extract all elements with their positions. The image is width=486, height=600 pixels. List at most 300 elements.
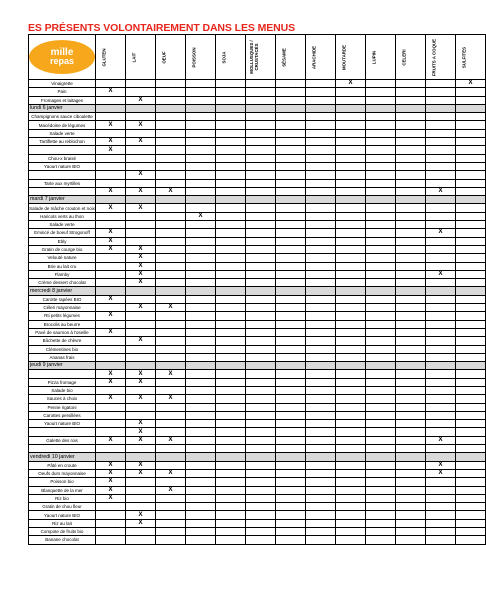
allergen-cell xyxy=(426,237,456,245)
allergen-cell xyxy=(156,494,186,502)
allergen-mark: X xyxy=(186,212,216,220)
allergen-cell xyxy=(186,146,216,154)
day-cell xyxy=(126,362,156,370)
allergen-cell xyxy=(126,312,156,320)
allergen-cell xyxy=(366,395,396,403)
allergen-cell xyxy=(396,229,426,237)
allergen-cell xyxy=(396,503,426,511)
allergen-cell xyxy=(426,113,456,121)
dish-name: Gratin de chou fleur xyxy=(29,503,96,511)
allergen-cell xyxy=(336,494,366,502)
dish-row xyxy=(29,378,486,386)
allergen-cell xyxy=(456,121,486,129)
allergen-cell xyxy=(246,204,276,212)
allergen-mark: X xyxy=(126,428,156,436)
allergen-cell xyxy=(336,221,366,229)
allergen-cell xyxy=(366,370,396,378)
allergen-cell xyxy=(246,179,276,187)
allergen-cell xyxy=(306,478,336,486)
allergen-cell xyxy=(306,312,336,320)
allergen-cell xyxy=(96,519,126,527)
allergen-cell xyxy=(396,295,426,303)
allergen-cell xyxy=(426,245,456,253)
allergen-cell xyxy=(426,420,456,428)
dish-row xyxy=(29,262,486,270)
allergen-cell xyxy=(216,138,246,146)
day-cell xyxy=(366,196,396,204)
day-header-row xyxy=(29,287,486,295)
allergen-cell xyxy=(216,328,246,336)
day-cell xyxy=(96,104,126,112)
allergen-cell xyxy=(216,486,246,494)
day-cell xyxy=(306,287,336,295)
allergen-cell xyxy=(186,528,216,536)
allergen-cell xyxy=(396,378,426,386)
allergen-cell xyxy=(216,378,246,386)
allergen-cell xyxy=(276,121,306,129)
allergen-cell xyxy=(336,511,366,519)
allergen-cell xyxy=(276,295,306,303)
allergen-cell xyxy=(96,113,126,121)
allergen-cell xyxy=(456,270,486,278)
allergen-cell xyxy=(246,212,276,220)
allergen-cell xyxy=(396,254,426,262)
allergen-cell xyxy=(276,113,306,121)
dish-name: Bûchette de chèvre xyxy=(29,337,96,345)
allergen-cell xyxy=(156,270,186,278)
allergen-cell xyxy=(216,121,246,129)
allergen-cell xyxy=(246,312,276,320)
allergen-header xyxy=(336,35,366,80)
day-cell xyxy=(426,287,456,295)
dish-name: Ebly xyxy=(29,237,96,245)
allergen-cell xyxy=(396,461,426,469)
allergen-mark: X xyxy=(96,395,126,403)
allergen-mark: X xyxy=(126,378,156,386)
allergen-cell xyxy=(156,478,186,486)
allergen-cell xyxy=(366,528,396,536)
allergen-cell xyxy=(306,254,336,262)
allergen-cell xyxy=(306,519,336,527)
allergen-cell xyxy=(126,154,156,162)
allergen-cell xyxy=(366,328,396,336)
dish-row xyxy=(29,96,486,104)
allergen-cell xyxy=(186,461,216,469)
allergen-cell xyxy=(96,154,126,162)
allergen-cell xyxy=(246,146,276,154)
allergen-cell xyxy=(336,212,366,220)
allergen-cell xyxy=(276,129,306,137)
allergen-cell xyxy=(96,221,126,229)
allergen-cell xyxy=(306,511,336,519)
allergen-cell xyxy=(126,494,156,502)
allergen-cell xyxy=(426,171,456,179)
day-cell xyxy=(216,104,246,112)
allergen-cell xyxy=(426,386,456,394)
allergen-cell xyxy=(156,403,186,411)
allergen-cell xyxy=(426,403,456,411)
allergen-cell xyxy=(306,237,336,245)
allergen-cell xyxy=(336,461,366,469)
allergen-cell xyxy=(456,519,486,527)
allergen-cell xyxy=(396,162,426,170)
allergen-cell xyxy=(186,320,216,328)
allergen-cell xyxy=(276,469,306,477)
allergen-cell xyxy=(336,254,366,262)
allergen-cell xyxy=(396,320,426,328)
allergen-cell xyxy=(216,312,246,320)
allergen-cell xyxy=(366,403,396,411)
allergen-header xyxy=(456,35,486,80)
allergen-cell xyxy=(306,503,336,511)
allergen-cell xyxy=(426,536,456,544)
allergen-cell xyxy=(396,528,426,536)
allergen-cell xyxy=(396,345,426,353)
allergen-cell xyxy=(186,536,216,544)
dish-row xyxy=(29,403,486,411)
allergen-cell xyxy=(156,511,186,519)
day-cell xyxy=(336,104,366,112)
allergen-cell xyxy=(306,279,336,287)
allergen-cell xyxy=(156,138,186,146)
allergen-cell xyxy=(396,478,426,486)
allergen-cell xyxy=(246,445,276,453)
allergen-cell xyxy=(276,378,306,386)
allergen-cell xyxy=(456,221,486,229)
allergen-cell xyxy=(456,536,486,544)
dish-name: Carottes persillées xyxy=(29,411,96,419)
allergen-cell xyxy=(396,328,426,336)
allergen-cell xyxy=(276,328,306,336)
allergen-cell xyxy=(186,138,216,146)
allergen-cell xyxy=(216,320,246,328)
allergen-cell xyxy=(336,503,366,511)
dish-row xyxy=(29,229,486,237)
allergen-cell xyxy=(186,187,216,195)
dish-row xyxy=(29,237,486,245)
allergen-cell xyxy=(276,154,306,162)
allergen-cell xyxy=(186,237,216,245)
allergen-cell xyxy=(156,445,186,453)
dish-row xyxy=(29,436,486,444)
logo-line-2: repas xyxy=(49,56,75,66)
allergen-header xyxy=(156,35,186,80)
allergen-cell xyxy=(126,345,156,353)
allergen-cell xyxy=(366,337,396,345)
allergen-cell xyxy=(246,121,276,129)
allergen-cell xyxy=(216,420,246,428)
day-cell xyxy=(336,287,366,295)
day-cell xyxy=(276,104,306,112)
day-cell xyxy=(156,104,186,112)
allergen-cell xyxy=(456,469,486,477)
dish-name: Flamby xyxy=(29,270,96,278)
allergen-cell xyxy=(306,270,336,278)
allergen-cell xyxy=(396,154,426,162)
allergen-cell xyxy=(306,461,336,469)
allergen-cell xyxy=(456,503,486,511)
allergen-cell xyxy=(456,179,486,187)
allergen-mark: X xyxy=(126,204,156,212)
allergen-cell xyxy=(366,461,396,469)
allergen-cell xyxy=(186,221,216,229)
day-cell xyxy=(246,104,276,112)
allergen-cell xyxy=(396,445,426,453)
allergen-cell xyxy=(456,279,486,287)
dish-name: Compote de fruits bio xyxy=(29,528,96,536)
allergen-cell xyxy=(396,237,426,245)
allergen-cell xyxy=(396,187,426,195)
allergen-cell xyxy=(126,162,156,170)
allergen-cell xyxy=(366,121,396,129)
allergen-cell xyxy=(456,337,486,345)
allergen-cell xyxy=(186,469,216,477)
day-cell xyxy=(366,362,396,370)
dish-row xyxy=(29,129,486,137)
allergen-cell xyxy=(96,320,126,328)
day-cell xyxy=(456,453,486,461)
allergen-cell xyxy=(276,436,306,444)
allergen-cell xyxy=(366,279,396,287)
allergen-cell xyxy=(156,80,186,88)
allergen-cell xyxy=(336,88,366,96)
allergen-cell xyxy=(246,503,276,511)
dish-row xyxy=(29,320,486,328)
day-label: vendredi 10 janvier xyxy=(29,453,96,461)
allergen-cell xyxy=(216,403,246,411)
dish-name: Riz bio xyxy=(29,494,96,502)
allergen-cell xyxy=(96,279,126,287)
allergen-cell xyxy=(336,403,366,411)
allergen-mark: X xyxy=(126,420,156,428)
allergen-mark: X xyxy=(96,121,126,129)
allergen-mark: X xyxy=(96,138,126,146)
day-cell xyxy=(246,362,276,370)
allergen-cell xyxy=(426,328,456,336)
allergen-cell xyxy=(336,162,366,170)
allergen-cell xyxy=(186,403,216,411)
allergen-cell xyxy=(276,370,306,378)
day-cell xyxy=(396,196,426,204)
day-cell xyxy=(246,453,276,461)
allergen-cell xyxy=(156,528,186,536)
allergen-cell xyxy=(276,320,306,328)
allergen-cell xyxy=(186,519,216,527)
allergen-mark: X xyxy=(96,486,126,494)
dish-name: Salade bio xyxy=(29,386,96,394)
allergen-cell xyxy=(306,395,336,403)
allergen-cell xyxy=(96,262,126,270)
allergen-cell xyxy=(246,353,276,361)
allergen-cell xyxy=(186,378,216,386)
allergen-cell xyxy=(186,154,216,162)
dish-name: Rti petits légumes xyxy=(29,312,96,320)
allergen-mark: X xyxy=(126,138,156,146)
allergen-cell xyxy=(366,221,396,229)
day-cell xyxy=(126,196,156,204)
allergen-cell xyxy=(96,411,126,419)
allergen-mark: X xyxy=(426,187,456,195)
dish-name: Céleri mayonnaise xyxy=(29,304,96,312)
allergen-cell xyxy=(396,204,426,212)
allergen-cell xyxy=(336,204,366,212)
allergen-cell xyxy=(276,428,306,436)
allergen-cell xyxy=(126,237,156,245)
dish-row xyxy=(29,204,486,212)
allergen-cell xyxy=(426,528,456,536)
allergen-cell xyxy=(306,345,336,353)
allergen-cell xyxy=(336,469,366,477)
allergen-cell xyxy=(426,96,456,104)
allergen-cell xyxy=(276,212,306,220)
allergen-cell xyxy=(186,503,216,511)
allergen-cell xyxy=(456,478,486,486)
allergen-cell xyxy=(216,353,246,361)
allergen-cell xyxy=(216,445,246,453)
allergen-cell xyxy=(216,411,246,419)
allergen-cell xyxy=(186,121,216,129)
allergen-cell xyxy=(396,113,426,121)
allergen-cell xyxy=(456,262,486,270)
allergen-cell xyxy=(156,312,186,320)
allergen-cell xyxy=(306,162,336,170)
allergen-cell xyxy=(396,337,426,345)
allergen-cell xyxy=(426,503,456,511)
allergen-cell xyxy=(456,295,486,303)
allergen-cell xyxy=(216,528,246,536)
allergen-cell xyxy=(366,80,396,88)
day-cell xyxy=(396,287,426,295)
allergen-cell xyxy=(216,221,246,229)
allergen-header-label: SOJA xyxy=(221,51,227,63)
allergen-mark: X xyxy=(156,304,186,312)
allergen-header-label: ARACHIDE xyxy=(311,45,317,69)
allergen-cell xyxy=(246,528,276,536)
allergen-mark: X xyxy=(126,337,156,345)
allergen-mark: X xyxy=(96,461,126,469)
allergen-cell xyxy=(186,96,216,104)
allergen-cell xyxy=(276,494,306,502)
allergen-cell xyxy=(216,129,246,137)
allergen-cell xyxy=(216,461,246,469)
allergen-cell xyxy=(426,162,456,170)
allergen-cell xyxy=(246,411,276,419)
allergen-cell xyxy=(216,179,246,187)
dish-row xyxy=(29,486,486,494)
allergen-cell xyxy=(156,295,186,303)
allergen-mark: X xyxy=(96,478,126,486)
dish-row xyxy=(29,386,486,394)
dish-row xyxy=(29,221,486,229)
allergen-cell xyxy=(126,212,156,220)
dish-row xyxy=(29,312,486,320)
allergen-cell xyxy=(306,179,336,187)
allergen-cell xyxy=(396,428,426,436)
allergen-cell xyxy=(126,328,156,336)
allergen-mark: X xyxy=(96,187,126,195)
dish-row xyxy=(29,254,486,262)
allergen-cell xyxy=(336,328,366,336)
dish-name: Salade verte xyxy=(29,129,96,137)
allergen-mark: X xyxy=(96,229,126,237)
allergen-cell xyxy=(426,129,456,137)
allergen-cell xyxy=(156,378,186,386)
allergen-cell xyxy=(216,503,246,511)
allergen-cell xyxy=(126,503,156,511)
dish-row xyxy=(29,146,486,154)
allergen-cell xyxy=(126,386,156,394)
allergen-cell xyxy=(366,129,396,137)
allergen-cell xyxy=(276,486,306,494)
dish-name: Gratin de courge bio xyxy=(29,245,96,253)
allergen-cell xyxy=(216,80,246,88)
allergen-cell xyxy=(156,353,186,361)
allergen-cell xyxy=(186,245,216,253)
allergen-cell xyxy=(186,478,216,486)
allergen-cell xyxy=(396,221,426,229)
allergen-cell xyxy=(366,212,396,220)
allergen-cell xyxy=(306,295,336,303)
dish-name: Pain xyxy=(29,88,96,96)
allergen-cell xyxy=(366,146,396,154)
allergen-cell xyxy=(96,503,126,511)
allergen-cell xyxy=(336,229,366,237)
allergen-cell xyxy=(156,279,186,287)
allergen-cell xyxy=(216,204,246,212)
allergen-mark: X xyxy=(96,378,126,386)
allergen-cell xyxy=(396,171,426,179)
allergen-cell xyxy=(456,204,486,212)
allergen-cell xyxy=(276,96,306,104)
allergen-cell xyxy=(396,146,426,154)
day-cell xyxy=(96,453,126,461)
allergen-cell xyxy=(306,428,336,436)
dish-row xyxy=(29,353,486,361)
dish-name: Champignons sauce ciboulette xyxy=(29,113,96,121)
day-cell xyxy=(366,287,396,295)
allergen-cell xyxy=(186,254,216,262)
allergen-mark: X xyxy=(126,262,156,270)
allergen-cell xyxy=(366,154,396,162)
day-cell xyxy=(156,453,186,461)
allergen-cell xyxy=(216,262,246,270)
allergen-mark: X xyxy=(126,469,156,477)
allergen-cell xyxy=(96,420,126,428)
dish-row xyxy=(29,345,486,353)
allergen-mark: X xyxy=(426,461,456,469)
allergen-cell xyxy=(396,138,426,146)
dish-row xyxy=(29,536,486,544)
allergen-cell xyxy=(96,386,126,394)
allergen-cell xyxy=(426,262,456,270)
allergen-cell xyxy=(336,345,366,353)
dish-row xyxy=(29,279,486,287)
allergen-mark: X xyxy=(126,370,156,378)
allergen-cell xyxy=(426,212,456,220)
day-cell xyxy=(186,104,216,112)
allergen-cell xyxy=(396,519,426,527)
day-cell xyxy=(276,196,306,204)
day-cell xyxy=(426,196,456,204)
allergen-cell xyxy=(156,179,186,187)
allergen-cell xyxy=(276,386,306,394)
allergen-cell xyxy=(426,445,456,453)
allergen-cell xyxy=(396,370,426,378)
allergen-cell xyxy=(396,88,426,96)
dish-row xyxy=(29,138,486,146)
allergen-cell xyxy=(336,411,366,419)
dish-row xyxy=(29,113,486,121)
